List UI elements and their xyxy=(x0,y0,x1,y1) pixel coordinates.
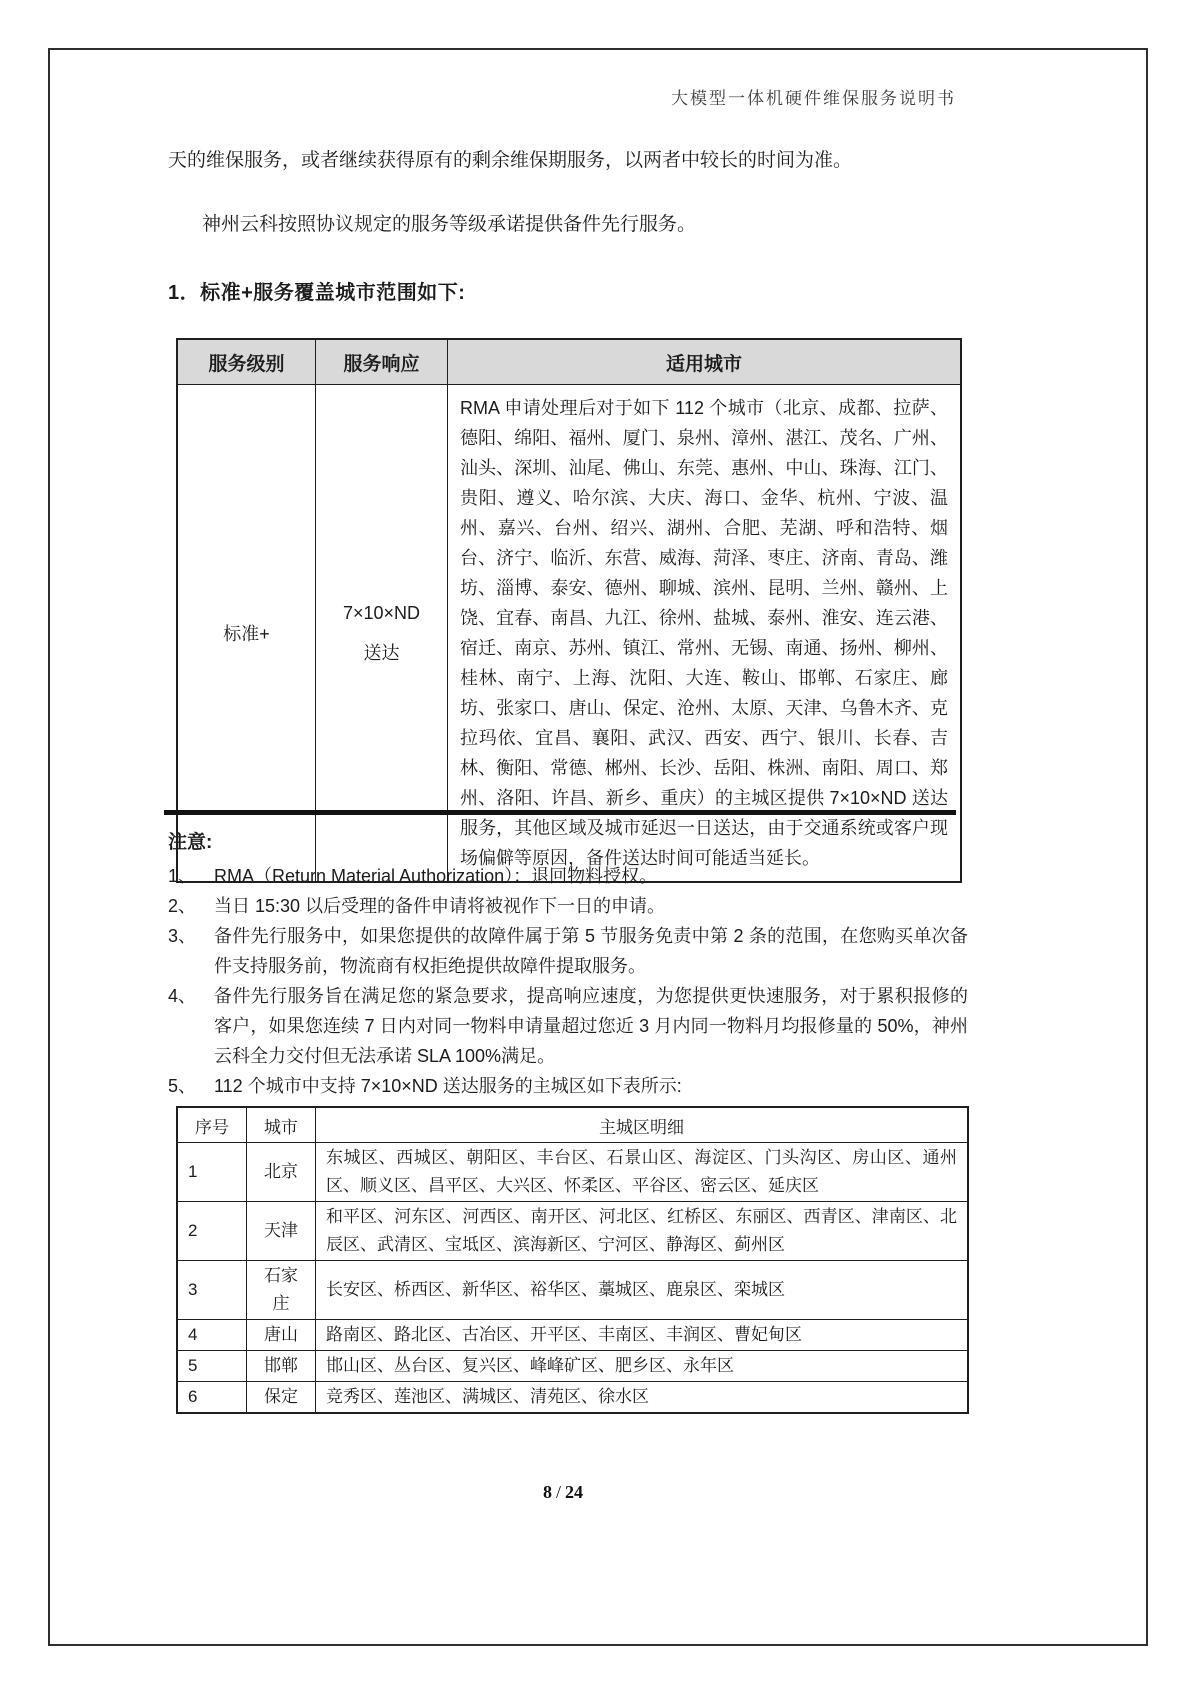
district-row-detail: 和平区、河东区、河西区、南开区、河北区、红桥区、东丽区、西青区、津南区、北辰区、武清区、宝坻区、滨海新区、宁河区、静海区、蓟州区 xyxy=(316,1202,969,1261)
district-row-city: 唐山 xyxy=(247,1320,316,1351)
district-row-city: 天津 xyxy=(247,1202,316,1261)
district-table-header-no: 序号 xyxy=(177,1107,247,1143)
note-number: 4、 xyxy=(168,986,197,1006)
service-table-header-cities: 适用城市 xyxy=(448,339,962,385)
district-row-no: 5 xyxy=(177,1351,247,1382)
service-table-header-level: 服务级别 xyxy=(177,339,316,385)
note-item-2 xyxy=(168,891,968,921)
note-item-1 xyxy=(168,861,968,891)
district-row-no: 4 xyxy=(177,1320,247,1351)
district-row-beijing xyxy=(177,1143,968,1202)
district-table-header-city: 城市 xyxy=(247,1107,316,1143)
page-number-separator: / xyxy=(555,1482,561,1502)
service-response-line2: 送达 xyxy=(363,643,400,663)
service-response-line1: 7×10×ND xyxy=(342,603,421,623)
district-row-baoding xyxy=(177,1382,968,1414)
district-row-tianjin xyxy=(177,1202,968,1261)
service-table-row xyxy=(177,385,961,883)
note-item-3 xyxy=(168,921,968,981)
note-number: 2、 xyxy=(168,896,197,916)
notes-label: 注意: xyxy=(168,832,213,853)
service-coverage-table-wrap xyxy=(176,338,962,883)
note-number: 1、 xyxy=(168,866,197,886)
service-table-header-response: 服务响应 xyxy=(316,339,448,385)
page-footer xyxy=(168,1482,958,1503)
note-item-4 xyxy=(168,981,968,1071)
note-item-5 xyxy=(168,1071,968,1101)
district-row-detail: 竞秀区、莲池区、满城区、清苑区、徐水区 xyxy=(316,1382,969,1414)
doc-header-title: 大模型一体机硬件维保服务说明书 xyxy=(671,89,956,108)
district-table xyxy=(176,1106,969,1414)
district-row-no: 2 xyxy=(177,1202,247,1261)
page-number-current: 8 xyxy=(542,1482,552,1502)
district-row-no: 3 xyxy=(177,1261,247,1320)
district-row-handan xyxy=(177,1351,968,1382)
district-row-tangshan xyxy=(177,1320,968,1351)
note-text: 备件先行服务中，如果您提供的故障件属于第 5 节服务免责中第 2 条的范围，在您购买单次备件支持服务前，物流商有权拒绝提供故障件提取服务。 xyxy=(214,926,968,976)
district-row-detail: 长安区、桥西区、新华区、裕华区、藁城区、鹿泉区、栾城区 xyxy=(316,1261,969,1320)
district-table-header-row xyxy=(177,1107,968,1143)
district-row-detail: 路南区、路北区、古冶区、开平区、丰南区、丰润区、曹妃甸区 xyxy=(316,1320,969,1351)
district-row-city: 保定 xyxy=(247,1382,316,1414)
district-row-detail: 东城区、西城区、朝阳区、丰台区、石景山区、海淀区、门头沟区、房山区、通州区、顺义区、昌平区、大兴区、怀柔区、平谷区、密云区、延庆区 xyxy=(316,1143,969,1202)
district-row-city: 邯郸 xyxy=(247,1351,316,1382)
service-response-cell xyxy=(316,385,448,883)
district-row-city: 石家庄 xyxy=(247,1261,316,1320)
service-cities-cell: RMA 申请处理后对于如下 112 个城市（北京、成都、拉萨、德阳、绵阳、福州、厦门、泉州、漳州、湛江、茂名、广州、汕头、深圳、汕尾、佛山、东莞、惠州、中山、珠海、江门、贵阳、遵义、哈尔滨、大庆、海口、金华、杭州、宁波、温州、嘉兴、台州、绍兴、湖州、合肥、芜湖、呼和浩特、烟台、济宁、临沂、东营、威海、菏泽、枣庄、济南、青岛、潍坊、淄博、泰安、德州、聊城、滨州、昆明、兰州、赣州、上饶、宜春、南昌、九江、徐州、盐城、泰州、淮安、连云港、宿迁、南京、苏州、镇江、常州、无锡、南通、扬州、柳州、桂林、南宁、上海、沈阳、大连、鞍山、邯郸、石家庄、廊坊、张家口、唐山、保定、沧州、太原、天津、乌鲁木齐、克拉玛依、宜昌、襄阳、武汉、西安、西宁、银川、长春、吉林、衡阳、常德、郴州、长沙、岳阳、株洲、南阳、周口、郑州、洛阳、许昌、新乡、重庆）的主城区提供 7×10×ND 送达服务，其他区域及城市延迟一日送达，由于交通系统或客户现场偏僻等原因，备件送达时间可能适当延长。 xyxy=(448,385,962,883)
district-row-no: 1 xyxy=(177,1143,247,1202)
intro-paragraph-1: 天的维保服务，或者继续获得原有的剩余维保期服务，以两者中较长的时间为准。 xyxy=(168,150,853,171)
district-row-city: 北京 xyxy=(247,1143,316,1202)
section-heading: 1．标准+服务覆盖城市范围如下: xyxy=(168,282,466,304)
note-text: 112 个城市中支持 7×10×ND 送达服务的主城区如下表所示: xyxy=(214,1076,682,1096)
note-text: 备件先行服务旨在满足您的紧急要求，提高响应速度，为您提供更快速服务，对于累积报修的客户，如果您连续 7 日内对同一物料申请量超过您近 3 月内同一物料月均报修量的 50%，神州云科全力交付但无法承诺 SLA 100%满足。 xyxy=(214,986,968,1066)
note-number: 3、 xyxy=(168,926,197,946)
note-text: RMA（Return Material Authorization）：退回物料授权。 xyxy=(214,866,658,886)
service-table-header-row xyxy=(177,339,961,385)
district-row-shijiazhuang xyxy=(177,1261,968,1320)
service-level-cell: 标准+ xyxy=(177,385,316,883)
district-row-no: 6 xyxy=(177,1382,247,1414)
note-text: 当日 15:30 以后受理的备件申请将被视作下一日的申请。 xyxy=(214,896,666,916)
note-number: 5、 xyxy=(168,1076,197,1096)
page-number-total: 24 xyxy=(565,1482,583,1502)
district-table-header-districts: 主城区明细 xyxy=(316,1107,969,1143)
district-row-detail: 邯山区、丛台区、复兴区、峰峰矿区、肥乡区、永年区 xyxy=(316,1351,969,1382)
notes-section xyxy=(168,830,968,1414)
section-divider-rule xyxy=(164,810,956,815)
intro-paragraph-2: 神州云科按照协议规定的服务等级承诺提供备件先行服务。 xyxy=(202,214,697,235)
service-coverage-table xyxy=(176,338,962,883)
